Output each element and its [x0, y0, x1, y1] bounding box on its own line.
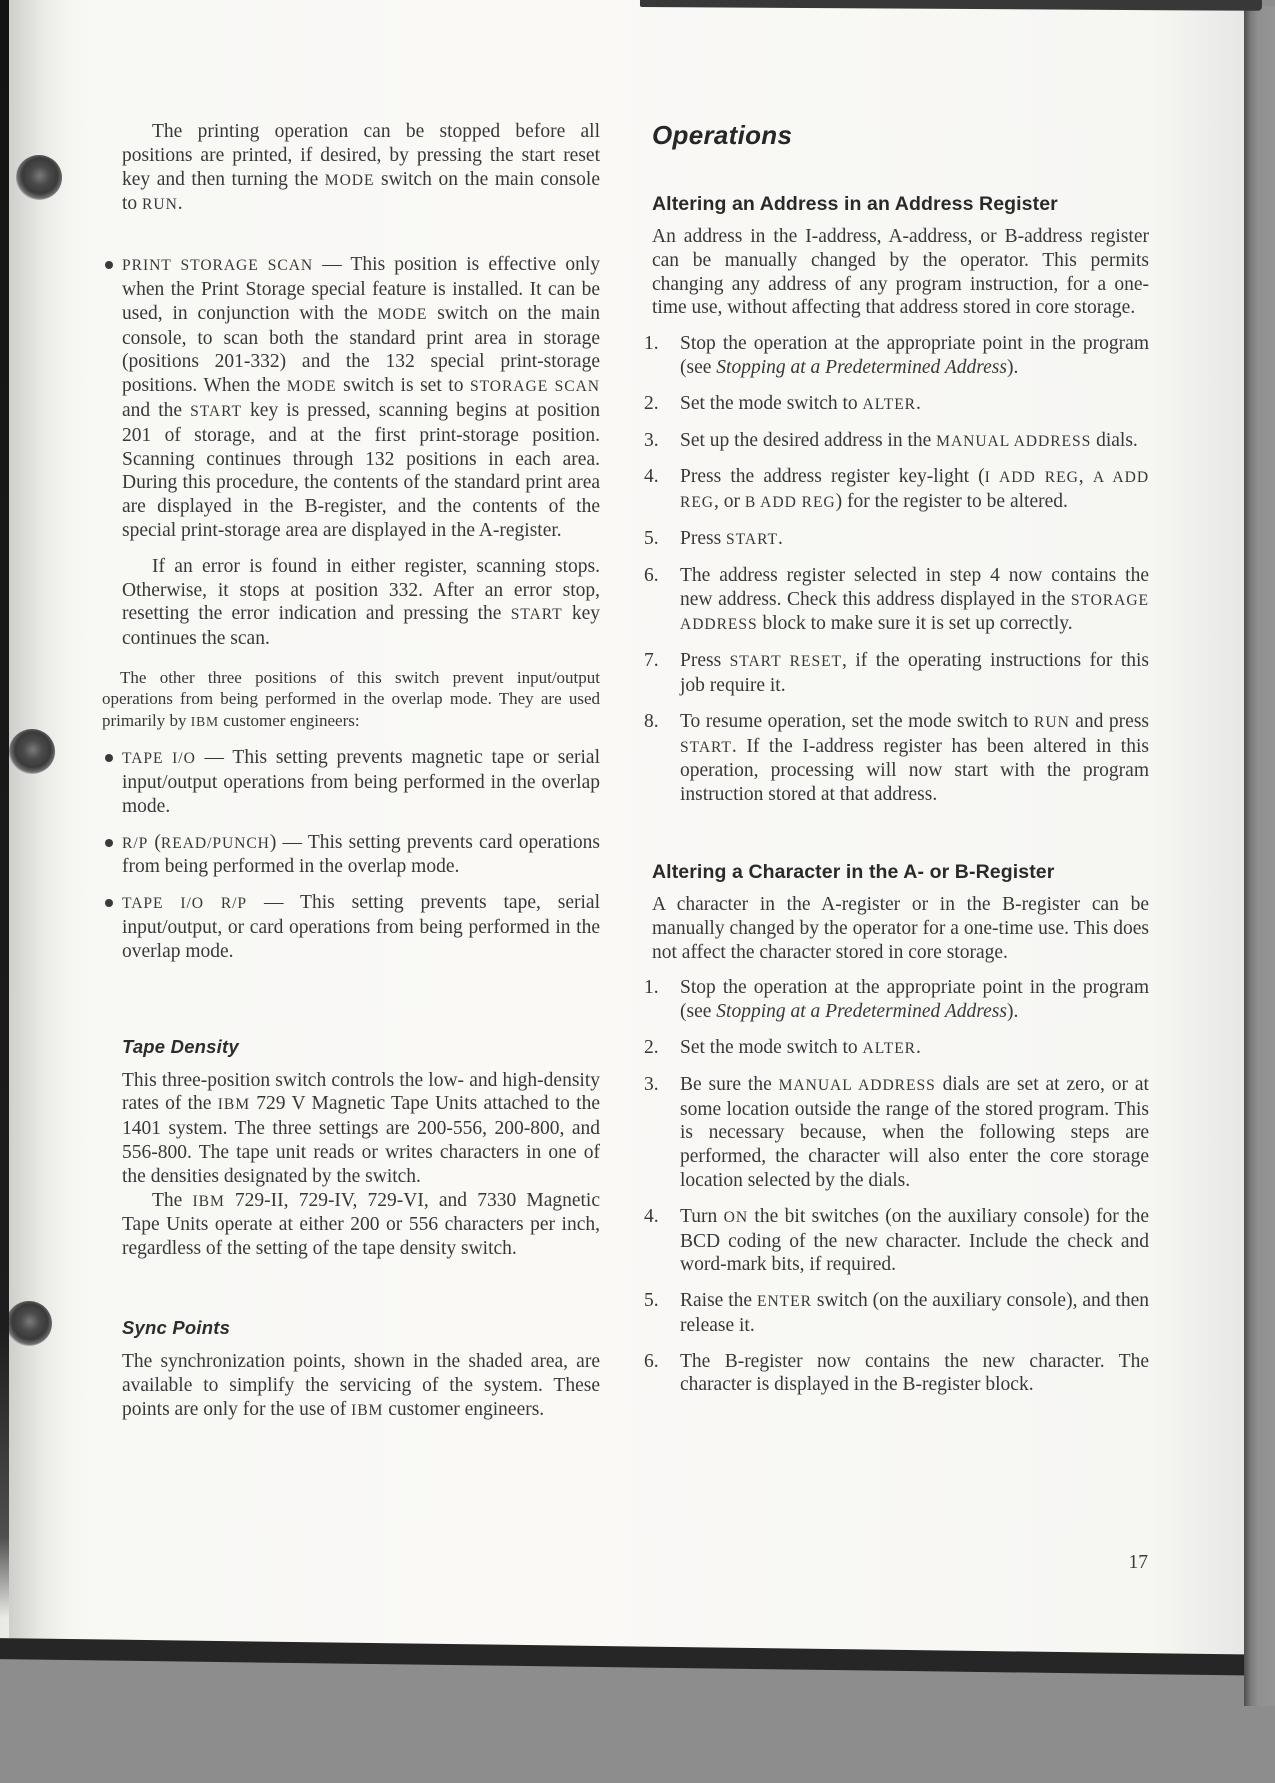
step-text: Set the mode switch to ALTER.: [680, 392, 921, 414]
bullet-text: PRINT STORAGE SCAN — This position is effective only when the Print Storage special feature is installed. It can be used, in conjunction with the MODE switch on the main console, to scan both the standard print area in storage (positions 201-332) and the 132 special print-storage positions. When the MODE switch is set to STORAGE SCAN and the START key is pressed, scanning begins at position 201 of storage, and at the first print-storage position. Scanning continues through 132 positions in each area. During this procedure, the contents of the standard print area are displayed in the B-register, and the contents of the special print-storage area are displayed in the A-register.: [122, 254, 600, 541]
hole-punch: [9, 729, 55, 774]
bullet-icon: [105, 839, 113, 847]
step-item: [644, 1073, 1149, 1193]
step-text: Raise the ENTER switch (on the auxiliary console), and then release it.: [680, 1290, 1149, 1336]
step-text: The B-register now contains the new character. The character is displayed in the B-register block.: [680, 1350, 1149, 1396]
list-item: [122, 746, 600, 818]
bullet-text: TAPE I/O — This setting prevents magnetic tape or serial input/output operations from being performed in the overlap mode.: [122, 747, 600, 817]
step-number: 3.: [644, 1073, 659, 1095]
hole-punch: [16, 155, 62, 200]
step-text: Press START.: [680, 527, 783, 549]
note-paragraph: The other three positions of this switch prevent input/output operations from being performed in the overlap mode. They are used primarily by IBM customer engineers:: [102, 667, 600, 730]
step-text: Set up the desired address in the MANUAL ADDRESS dials.: [680, 429, 1138, 451]
section-heading-tape-density: Tape Density: [122, 1035, 239, 1057]
step-number: 5.: [644, 1290, 659, 1312]
step-item: [644, 332, 1149, 380]
step-number: 8.: [644, 710, 659, 732]
hole-punch: [6, 1301, 52, 1346]
paragraph: A character in the A-register or in the B-register can be manually changed by the operator for a one-time use. This does not affect the character stored in core storage.: [652, 893, 1149, 963]
step-number: 2.: [644, 1036, 659, 1058]
step-text: To resume operation, set the mode switch to RUN and press START. If the I-address register has been altered in this operation, processing will now start with the program instruction stored at that address.: [680, 710, 1149, 806]
step-text: Turn ON the bit switches (on the auxiliary console) for the BCD coding of the new character. Include the check and word-mark bits, if required.: [680, 1205, 1149, 1276]
step-number: 3.: [644, 429, 659, 451]
step-item: [644, 710, 1149, 807]
step-text: Be sure the MANUAL ADDRESS dials are set at zero, or at some location outside the range of the stored program. This is necessary because, when the following steps are performed, the character will also enter the core storage location selected by the dials.: [680, 1073, 1149, 1191]
bullet-list: [122, 746, 600, 963]
scanner-background-bottom: [0, 1656, 1275, 1783]
section-heading-altering-address: Altering an Address in an Address Register: [652, 193, 1058, 215]
step-text: Set the mode switch to ALTER.: [680, 1036, 921, 1058]
paragraph: An address in the I-address, A-address, or B-address register can be manually changed by the operator. This permits changing any address of any program instruction, for a one-time use, without affecting that address stored in core storage.: [652, 226, 1149, 319]
page-number: 17: [1128, 1552, 1148, 1573]
paragraph: The printing operation can be stopped before all positions are printed, if desired, by pressing the start reset key and then turning the MODE switch on the main console to RUN.: [122, 121, 600, 215]
page-gutter-shadow: [9, 0, 73, 1640]
step-number: 7.: [644, 650, 659, 672]
numbered-list: [644, 976, 1149, 1397]
bullet-text: R/P (READ/PUNCH) — This setting prevents card operations from being performed in the overlap mode.: [122, 831, 600, 878]
step-number: 4.: [644, 1205, 659, 1227]
section-heading-sync-points: Sync Points: [122, 1316, 231, 1338]
scanner-background-right: [1244, 6, 1275, 1706]
step-item: [644, 429, 1149, 454]
paragraph: The IBM 729-II, 729-IV, 729-VI, and 7330 Magnetic Tape Units operate at either 200 or 556 characters per inch, regardless of the setting of the tape density switch.: [122, 1189, 600, 1260]
step-text: Stop the operation at the appropriate point in the program (see Stopping at a Predetermined Address).: [680, 977, 1149, 1023]
step-item: [644, 1036, 1149, 1061]
paragraph: If an error is found in either register, scanning stops. Otherwise, it stops at position 332. After an error stop, resetting the error indication and pressing the START key continues the scan.: [122, 555, 601, 650]
step-item: [644, 527, 1149, 552]
list-item: [122, 891, 600, 963]
step-item: [644, 1289, 1149, 1338]
list-item: [122, 831, 600, 880]
step-number: 6.: [644, 564, 659, 586]
step-item: [644, 1350, 1149, 1398]
numbered-list: [644, 332, 1150, 807]
left-column: [102, 120, 601, 1422]
step-item: [644, 649, 1149, 698]
step-text: The address register selected in step 4 now contains the new address. Check this address displayed in the STORAGE ADDRESS block to make sure it is set up correctly.: [680, 564, 1149, 635]
step-text: Stop the operation at the appropriate point in the program (see Stopping at a Predetermined Address).: [680, 333, 1149, 378]
step-item: [644, 465, 1150, 515]
step-item: [644, 392, 1149, 417]
step-item: [644, 564, 1149, 637]
step-number: 5.: [644, 527, 659, 549]
paragraph: This three-position switch controls the low- and high-density rates of the IBM 729 V Magnetic Tape Units attached to the 1401 system. The three settings are 200-556, 200-800, and 556-800. The tape unit reads or writes characters in one of the densities designated by the switch.: [122, 1069, 600, 1187]
step-number: 6.: [644, 1350, 659, 1372]
step-text: Press the address register key-light (I ADD REG, A ADD REG, or B ADD REG) for the register to be altered.: [680, 466, 1150, 513]
step-number: 4.: [644, 466, 659, 488]
step-item: [644, 976, 1149, 1024]
step-number: 2.: [644, 392, 659, 414]
list-item: [122, 253, 600, 543]
right-column: [644, 120, 1150, 1409]
bullet-text: TAPE I/O R/P — This setting prevents tape, serial input/output, or card operations from being performed in the overlap mode.: [122, 892, 600, 962]
paragraph: The synchronization points, shown in the shaded area, are available to simplify the servicing of the system. These points are only for the use of IBM customer engineers.: [122, 1350, 600, 1420]
bullet-list: [122, 253, 600, 543]
step-text: Press START RESET, if the operating instructions for this job require it.: [680, 650, 1149, 696]
step-item: [644, 1205, 1149, 1277]
page-section-title: Operations: [652, 120, 793, 150]
step-number: 1.: [644, 333, 659, 355]
binding-edge: [0, 0, 9, 1618]
step-number: 1.: [644, 977, 659, 999]
section-heading-altering-character: Altering a Character in the A- or B-Register: [652, 860, 1055, 883]
